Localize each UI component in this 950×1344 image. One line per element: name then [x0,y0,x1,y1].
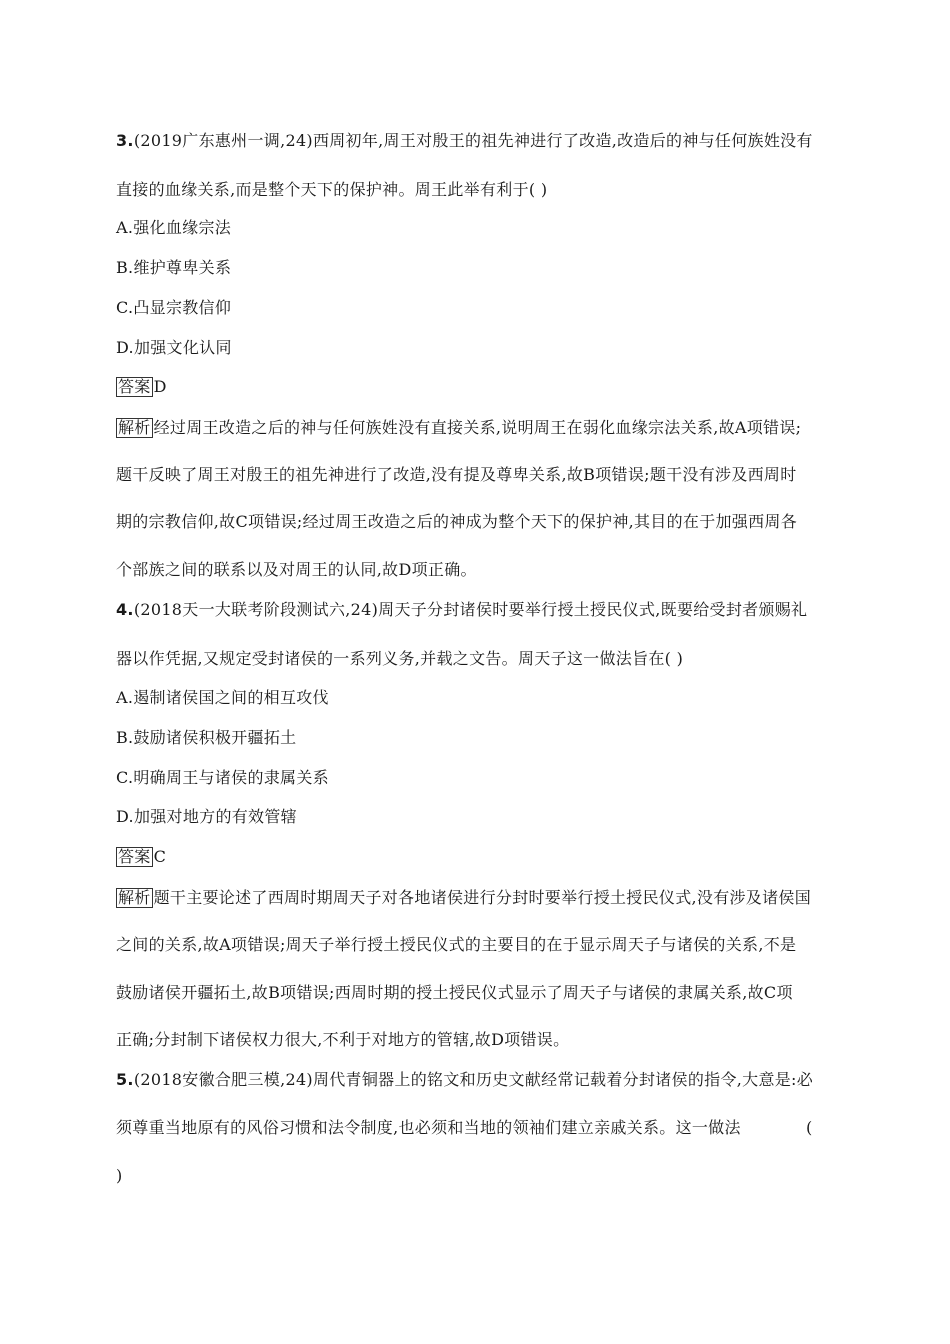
q3-analysis-line-3: 期的宗教信仰,故C项错误;经过周王改造之后的神成为整个天下的保护神,其目的在于加强西周各 [116,512,798,531]
q5-stem-line-1: 5.(2018安徽合肥三模,24)周代青铜器上的铭文和历史文献经常记载着分封诸侯的指令,大意是:必 [116,1070,814,1089]
q3-option-b: B.维护尊卑关系 [116,258,232,277]
q3-analysis-line-1: 解析 经过周王改造之后的神与任何族姓没有直接关系,说明周王在弱化血缘宗法关系,故A项错误; [118,418,802,437]
q3-option-c: C.凸显宗教信仰 [116,298,232,317]
q3-option-a: A.强化血缘宗法 [116,218,232,237]
answer-value: D [153,377,167,396]
answer-value: C [153,847,167,866]
q4-option-d: D.加强对地方的有效管辖 [116,807,297,826]
q5-answer-paren-close: ) [116,1166,123,1185]
q5-answer-paren-open: ( [806,1118,813,1137]
q5-number: 5. [116,1070,134,1089]
answer-label: 答案 [118,847,151,866]
q3-answer [116,377,167,397]
q3-stem-line-1: 3.(2019广东惠州一调,24)西周初年,周王对殷王的祖先神进行了改造,改造后的神与任何族姓没有 [116,131,813,150]
q4-stem-line-1: 4.(2018天一大联考阶段测试六,24)周天子分封诸侯时要举行授土授民仪式,既要给受封者颁赐礼 [116,600,808,619]
q4-option-a: A.遏制诸侯国之间的相互攻伐 [116,688,329,707]
q5-stem-line-2: 须尊重当地原有的风俗习惯和法令制度,也必须和当地的领袖们建立亲戚关系。这一做法 [116,1118,741,1137]
q4-analysis-line-4: 正确;分封制下诸侯权力很大,不利于对地方的管辖,故D项错误。 [116,1030,570,1049]
q4-analysis-line-3: 鼓励诸侯开疆拓土,故B项错误;西周时期的授土授民仪式显示了周天子与诸侯的隶属关系,故C项 [116,983,793,1002]
q4-option-b: B.鼓励诸侯积极开疆拓土 [116,728,297,747]
q3-stem-line-2: 直接的血缘关系,而是整个天下的保护神。周王此举有利于( ) [116,180,548,199]
analysis-label: 解析 [118,418,151,437]
analysis-label: 解析 [118,888,151,907]
q3-number: 3. [116,131,134,150]
q4-analysis-line-2: 之间的关系,故A项错误;周天子举行授土授民仪式的主要目的在于显示周天子与诸侯的关系,不是 [116,935,797,954]
q4-option-c: C.明确周王与诸侯的隶属关系 [116,768,329,787]
q3-analysis-line-2: 题干反映了周王对殷王的祖先神进行了改造,没有提及尊卑关系,故B项错误;题干没有涉及西周时 [116,465,797,484]
q4-number: 4. [116,600,134,619]
q3-option-d: D.加强文化认同 [116,338,232,357]
q4-stem-line-2: 器以作凭据,又规定受封诸侯的一系列义务,并载之文告。周天子这一做法旨在( ) [116,649,684,668]
q4-answer [116,847,166,867]
answer-label: 答案 [118,377,151,396]
q3-analysis-line-4: 个部族之间的联系以及对周王的认同,故D项正确。 [116,560,477,579]
q4-analysis-line-1: 解析 题干主要论述了西周时期周天子对各地诸侯进行分封时要举行授土授民仪式,没有涉及诸侯国 [118,888,811,907]
